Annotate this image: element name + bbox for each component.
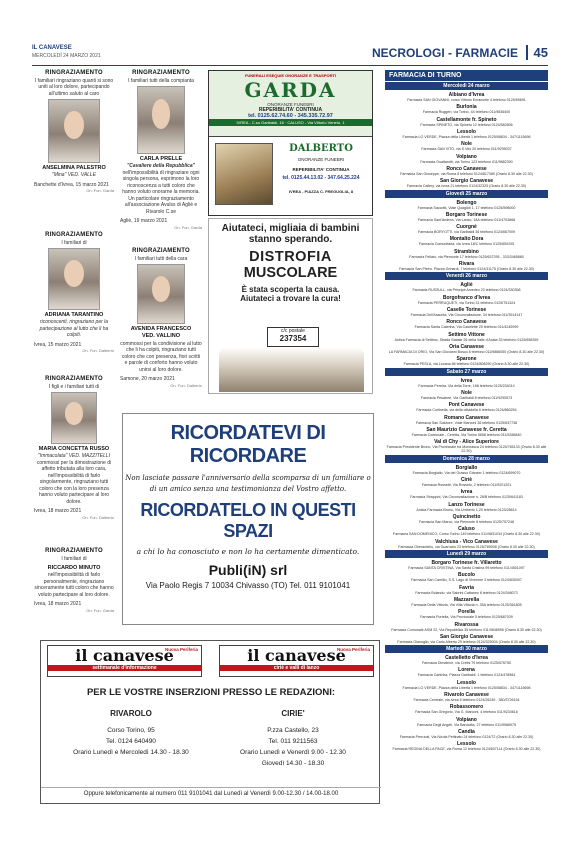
postal-account-box (267, 327, 319, 347)
pharmacy-town: Pont Canavese (448, 402, 485, 409)
newspaper-name: IL CANAVESE (32, 45, 72, 51)
garda-phone: tel. 0125.62.74.60 - 345.335.72.97 (248, 113, 333, 119)
obituary-place-date: Agliè, 19 marzo 2021 (120, 218, 168, 225)
garda-tagline: ONORANZE FUNEBRI (267, 102, 314, 107)
pharmacy-entry: Farmacia BORYOTTI, via Garibaldi 36 telefono 0124/667009 (417, 230, 516, 235)
obituary-title: RINGRAZIAMENTO (45, 548, 103, 554)
office-name: RIVAROLO (110, 709, 152, 718)
dalberto-ad (209, 137, 372, 215)
portrait-photo (137, 264, 185, 324)
pharmacy-town: Val di Chy - Alice Superiore (434, 439, 499, 446)
deceased-nickname: "Immacolata" VED. MAZZITELLI (37, 453, 111, 460)
funeral-office: On. Fun. Garda (86, 188, 114, 194)
pharmacy-day-header: Sabato 27 marzo (385, 368, 548, 376)
portrait-photo (48, 99, 100, 163)
pharmacy-entry: Antica Farmacia di Settimo, Strada Statale 26 della Valle d'Aosta 33 telefono 0125/658359 (394, 337, 539, 342)
distrofia-ad[interactable] (208, 218, 373, 394)
pharmacy-town: Sparone (456, 356, 477, 363)
deceased-married-name: VED. VALLINO (141, 333, 181, 340)
rivarolo-office (51, 707, 211, 758)
pharmacy-entry: Farmacia Della Vittoria, Via Villa Vittoria n. 35A telefono 0125/361805 (411, 602, 522, 607)
pharmacy-entry: Farmacia LO VERDE, Piazza della Libertà 1 telefono 0125/58834 - 347/1115698 (402, 685, 531, 690)
deceased-name: MARIA CONCETTA RUSSO (38, 446, 110, 453)
pharmacy-town: Lessolo (457, 679, 476, 686)
pharmacy-entry: Farmacia PESLA, via Locana 86 telefono 0124/808290 (Orario 8.30 alle 22.30) (403, 362, 530, 367)
pharmacy-entry: Farmacia SPINETO, via Spineto 12 telefono 0124/582806 (420, 122, 513, 127)
il-canavese-logo (47, 645, 202, 677)
pharmacy-schedule (385, 70, 548, 812)
pharmacy-town: Oria Canavese (449, 343, 484, 350)
pharmacy-town: Ronco Canavese (446, 319, 487, 326)
ad-line: Aiutateci a trovare la cura! (240, 294, 341, 303)
funeral-office: On. Fun. Garda (174, 224, 202, 230)
pharmacy-entry: Farmacia Borgiallo, Via del Grasso Gianser 1 telefono 0124/699070 (412, 470, 521, 475)
pharmacy-entry: Farmacia Comunale - Ceretta, Via Torino 5658 telefono 011/9286840 (411, 432, 522, 437)
pharmacy-entry: Farmacia Gianoglio, via Carlo Alberto 29 telefono 0124/325004 (Orario 8.30 alle 22.30) (397, 639, 536, 644)
pharmacy-entry: Farmacia Centrale, via Ivrea 5 telefono 0124/26245 - 380/3726154 (413, 698, 520, 703)
postal-account-label: c/c postale (281, 328, 305, 334)
pharmacy-entry: Farmacia Comunitaria, via Ivrea 18/C telefono 0125/650205 (418, 242, 515, 247)
obituary-body: nell'impossibilità di farlo personalmente, ringraziano sinceramente tutti coloro che hanno voluto partecipare al loro dolore. (34, 572, 114, 598)
pharmacy-town: Lorena (458, 667, 475, 674)
pharmacy-town: Cuorgnè (456, 224, 477, 231)
pharmacy-town: Porella (458, 609, 475, 616)
garda-logo: GARDA (244, 78, 337, 102)
pharmacy-town: Nole (461, 141, 472, 148)
pharmacy-entry: Farmacia San Giuseppe, via Roma 8 telefono 0124/817380 (Orario 8.30 alle 22.30) (400, 171, 533, 176)
pharmacy-town: Bucolo (458, 572, 475, 579)
il-canavese-cirie-logo (219, 645, 374, 677)
pharmacy-entry: Farmacia PERRUQUETI, via Torino 31 telefono 0125/751324 (417, 300, 516, 305)
pharmacy-town: Borgaro Torinese (445, 211, 488, 218)
children-image (219, 347, 364, 392)
pharmacy-town: Lanzo Torinese (448, 501, 485, 508)
flowers-image (215, 143, 273, 205)
dalberto-logo: DALBERTO (289, 143, 353, 154)
pharmacy-town: Borgofranco d'Ivrea (442, 294, 491, 301)
funeral-office: On. Fun. Dalberto (82, 348, 114, 354)
obituary-place-date: Ivrea, 18 marzo 2021 (34, 508, 82, 515)
office-hours: Giovedì 14.30 - 18.30 (261, 759, 325, 767)
pharmacy-entry: Farmacia Pesatore, Via Garibaldi 8 telefono 011/9290573 (420, 395, 513, 400)
office-phone: Tel. 011 9211563 (268, 737, 318, 745)
pharmacy-entry: Farmacia SANTA CRISTINA, Via Santa Cristina 99 telefono 011/4501097 (408, 565, 525, 570)
pharmacy-town: Strambino (454, 248, 479, 255)
obituary-body: riconoscenti, ringraziano per la partecipazione al lutto che li ha colpiti. (39, 319, 109, 339)
pharmacy-entry: Farmacia Fellato, via Piemonte 17 telefono 0125/637295 - 333/3465880 (409, 254, 524, 259)
ad-line: stanno sperando. (248, 234, 333, 245)
logo-name: il canavese (75, 646, 174, 665)
obituary-intro: I familiari di (61, 555, 87, 562)
pharmacy-town: Albiano d'Ivrea (448, 92, 485, 98)
pharmacy-entry: Farmacia RUSSULL, via Principe Amedeo 23 telefono 0124/330358 (412, 288, 521, 293)
obituary-avenida (120, 248, 202, 388)
pharmacy-town: Bolengo (456, 199, 477, 206)
obituary-title: RINGRAZIAMENTO (45, 232, 103, 238)
phone-footer: Oppure telefonicamente al numero 011 9101041 dal Lunedì al Venerdì 9.00-12.30 / 14.00-18.00 (41, 787, 381, 797)
pharmacy-town: Caluso (458, 526, 475, 533)
pharmacy-town: Borgiallo (455, 464, 478, 471)
pharmacy-entry: Farmacia Saccotti, Viale Quagliot 1, 17 telefono 0125/598000 (417, 205, 516, 210)
funeral-office: On. Fun. Garda (86, 607, 114, 613)
pharmacy-town: Settimo Vittone (448, 331, 485, 338)
pharmacy-town: Nole (461, 389, 472, 396)
publisher-name: Publi(iN) srl (208, 562, 288, 579)
office-phone: Tel. 0124 640490 (106, 737, 156, 745)
pharmacy-entry: Farmacia Degli Angeli, Via Barolotta, 27 telefono 011/9988975 (417, 722, 516, 727)
pharmacy-town: Castelletto d'Ivrea (445, 655, 488, 662)
deceased-title: "Cavaliere della Repubblica" (126, 163, 196, 170)
pharmacy-day-header: Domenica 28 marzo (385, 455, 548, 463)
pharmacy-town: San Maurizio Canavese fr. Ceretta (426, 426, 507, 433)
garda-kicker: FUNERALI ESEQUIE ONORANZE E TRASPORTI (244, 73, 337, 78)
pharmacy-entry: Farmacia Bolando, via Sabrini Cattaneo 8 telefono 0124/348073 (415, 590, 518, 595)
pharmacy-entry: Farmacia San Camillo, S.S. Lago di Viverone 3 telefono 0124/830007 (411, 578, 522, 583)
dalberto-tagline: ONORANZE FUNEBRI (297, 157, 345, 162)
pharmacy-town: Castellamonte fr. Spineto (436, 116, 497, 123)
obituary-intro: I figli e i familiari tutti di (48, 383, 100, 390)
pharmacy-entry: Farmacia Gualtarotti, via Torino 123 telefono 011/9882390 (420, 159, 513, 164)
obituary-body: commossi per la dimostrazione di affetto tributata alla loro cara, nell'impossibilità di farlo singolarmente, ringraziano tutti coloro che con la loro presenza hanno voluto partecipare al loro dolore. (36, 459, 112, 505)
pharmacy-entry: Farmacia Rossetti, Via Rosselo, 2 telefono 011/9201201 (421, 483, 512, 488)
ad-headline: MUSCOLARE (243, 265, 338, 281)
pharmacy-entry: Farmacia Ruggeri, via Torino, 44 telefono 011/9836400 (422, 110, 511, 115)
ad-headline: DISTROFIA (249, 249, 332, 265)
pharmacy-town: San Giorgio Canavese (439, 178, 494, 185)
pharmacy-town: Robassomero (449, 704, 484, 711)
pharmacy-town: Valchiusa - Vico Canavese (435, 538, 498, 545)
pharmacy-day-header: Lunedì 29 marzo (385, 550, 548, 558)
issue-date: MERCOLEDÌ 24 MARZO 2021 (32, 53, 101, 59)
pharmacy-town: Quincinetto (452, 514, 481, 520)
cirie-office (213, 707, 373, 769)
obituary-title: RINGRAZIAMENTO (132, 248, 190, 254)
pharmacy-town: Ivrea (460, 377, 473, 384)
logo-kicker: Nuova Periferia (164, 647, 198, 652)
obituary-place-date: Ivrea, 18 marzo 2021 (34, 601, 82, 608)
pharmacy-entry: Farmacia Strappini, Via Circonvallazione n. 28/B telefono 0125/641183 (410, 495, 523, 500)
pharmacy-town: Caselle Torinese (446, 307, 487, 313)
ad-text: a chi lo ha conosciuto e non lo ha certamente dimenticato. (136, 547, 360, 557)
portrait-photo (137, 86, 185, 154)
pharmacy-day-header: Mercoledì 24 marzo (385, 82, 548, 90)
obituary-palestro (34, 70, 114, 194)
pharmacy-town: Mazzarella (453, 596, 479, 603)
portrait-photo (48, 248, 100, 310)
pharmacy-entry: Antica Farmacia Bruno, Via Umberto 1,20 telefono 0123/28614 (416, 507, 517, 512)
pharmacy-town: Romano Canavese (444, 414, 489, 421)
office-hours: Orario Lunedì e Mercoledì 14.30 - 18.30 (73, 748, 189, 756)
dalberto-address: IVREA - PIAZZA C. FREGUGLIA, 8 (288, 189, 354, 194)
publisher-address: Via Paolo Regis 7 10034 Chivasso (TO) Tel. 011 9101041 (145, 581, 351, 591)
pharmacy-entry: Farmacia SAN DOMENICO, Corso Torino 149 telefono 011/9831034 (Orario 8.30 alle 22.30) (393, 532, 540, 537)
obituary-body: commossi per la condivisione al lutto che li ha colpiti, ringraziano tutti coloro che con presenza, fiori scritti e parole di conforto hanno voluto unirsi al loro dolore. (120, 340, 202, 373)
pharmacy-entry: Farmacia Pereira, Via della Torre, 168 telefono 0125/234014 (418, 383, 515, 388)
pharmacy-entry: Farmacia Dell'Assunta, Via Circonvallazione, 34 telefono 011/3914147 (410, 313, 523, 317)
obituary-place-date: Ivrea, 15 marzo 2021 (34, 341, 82, 348)
pharmacy-entry: Farmacia SAN GIOVANNI, corso Vittorio Emanuele 4 telefono 0125/59691 (407, 98, 526, 102)
pharmacy-town: Rivara (458, 261, 475, 268)
funeral-office: On. Fun. Dalberto (82, 514, 114, 520)
pharmacy-day-header: Venerdì 26 marzo (385, 272, 548, 280)
logo-subtitle: settimanale d'informazione (48, 665, 201, 671)
pharmacy-entry: Farmacia San Marco, via Piemonte 8 telefono 0125/757248 (419, 520, 514, 524)
pharmacy-town: Ciriè (460, 477, 473, 484)
pharmacy-town: Volpiano (456, 153, 477, 160)
obituary-title: RINGRAZIAMENTO (45, 70, 103, 76)
portrait-photo (51, 392, 97, 444)
editorial-offices-ad[interactable] (40, 640, 380, 804)
section-title: NECROLOGI - FARMACIE (372, 46, 518, 60)
garda-availability: REPERIBILITA' CONTINUA (258, 107, 323, 113)
obituary-tarantino (34, 232, 114, 354)
pharmacy-entry: Farmacia San Pietro, Piazza Grinardi, 7 telefono 0124/31175 (Orario 8.30 alle 22.30) (399, 267, 534, 272)
office-name: CIRIE' (281, 709, 305, 718)
pharmacy-entry: LA FARMACIA DI ORIO, Via San Giovanni Bosco 8 telefono 011/9886050 (Orario 8.30 alle 22.30) (388, 349, 545, 354)
obituary-intro: I familiari ringraziano quanti si sono uniti al loro dolore, partecipando all'ultimo saluto al caro (34, 77, 114, 97)
pharmacy-entry: Farmacia Santa Caterina, Via Caselette 20 telefono 011/4245999 (414, 325, 519, 330)
deceased-name: ADRIANA TARANTINO (44, 312, 104, 319)
obituary-minuto (34, 548, 114, 613)
pharmacy-town: Borgaro Torinese fr. Villaretto (431, 559, 502, 566)
funeral-office: On. Fun. Dalberto (170, 382, 202, 388)
garda-address: IVREA - C.so Garibaldi, 16 · CALUSO - Via Vittorio Veneto, 1 (209, 119, 372, 126)
ad-headline: RICORDATELO IN QUESTI SPAZI (140, 500, 356, 542)
pharmacy-town: San Giorgio Canavese (439, 633, 494, 640)
postal-account-number: 237354 (279, 334, 307, 343)
obituary-prelle (120, 70, 202, 230)
deceased-name: ANSELMINA PALESTRO (42, 165, 106, 172)
page-header (32, 44, 548, 66)
deceased-name: CARLA PRELLE (139, 156, 183, 163)
pharmacy-entry: Farmacia Perrucat, Via Nicola Pettinato 24 telefono 0124/72 (Orario 8.30 alle 22.30) (399, 735, 534, 739)
obituary-title: RINGRAZIAMENTO (132, 70, 190, 76)
obituary-title: RINGRAZIAMENTO (45, 376, 103, 382)
deceased-nickname: "Mina" VED. VALLE (51, 172, 97, 179)
pharmacy-town: Burlonia (456, 104, 477, 111)
pharmacy-town: Ronco Canavese (446, 165, 487, 172)
pharmacy-town: Lessolo (457, 128, 476, 135)
obituary-place-date: Samone, 20 marzo 2021 (120, 376, 175, 383)
office-hours: Orario Lunedì e Venerdì 9.00 - 12.30 (240, 748, 346, 756)
dalberto-phone: tel. 0125.44.13.02 - 347.64.25.224 (282, 175, 360, 181)
funeral-home-ad[interactable] (208, 70, 373, 216)
pharmacy-entry: Farmacia SAN VITO, via S.Vito 20 telefono 011/9295037 (421, 147, 512, 152)
pharmacy-entry: Farmacia Callery, via Ivrea 21 telefono 0124/32325 (Orario 8.30 alle 22.30) (406, 184, 527, 189)
pharmacy-town: Volpiano (456, 716, 477, 723)
pharmacy-day-header: Giovedì 25 marzo (385, 190, 548, 198)
pharmacy-entry: Farmacia Gherardello, via Guarnizio 23 telefono 0125/789008 (Orario 8.30 alle 22.30) (398, 544, 535, 549)
pharmacy-town: Ivrea (460, 489, 473, 496)
obituary-russo (34, 376, 114, 520)
ricordatevi-ad[interactable] (122, 413, 374, 625)
pharmacy-entry: Farmacia Portella, Via Provinciale 5 telefono 0125/687039 (420, 615, 513, 620)
pharmacy-town: Rivarossa (454, 621, 479, 628)
obituary-intro: I familiari di (61, 239, 87, 246)
obituary-intro: I familiari tutti della cara (134, 255, 188, 262)
dalberto-availability: REPERIBILITA' CONTINUA (292, 167, 350, 172)
pharmacy-entry: Farmacia Sant'Andrea, Via Lanzo, 18A telefono 011/4703868 (417, 217, 516, 222)
deceased-name: AVENIDA FRANCESCO (130, 326, 192, 333)
pharmacy-title: FARMACIA DI TURNO (385, 70, 548, 81)
pharmacy-town: Rivarolo Canavese (444, 692, 489, 699)
obituary-body: nell'impossibilità di ringraziare ogni singola persona, esprimono la loro riconoscenza a tutti coloro che hanno voluto onorarne la memoria. Un particolare ringraziamento all'associazione Avulss di Agliè e Rivarolo C.se (122, 169, 200, 215)
pharmacy-entry: Farmacia San Solutore, Viale Marconi 36 telefono 0125/637738 (415, 420, 518, 425)
pharmacy-entry: Farmacia San Gregorio, Via G. Marconi, 4 telefono 011/9234616 (415, 710, 518, 715)
pharmacy-town: Agliè (460, 282, 473, 289)
pharmacy-town: Montalto Dora (449, 236, 484, 243)
pharmacy-entry: Farmacia Dimatrice, via Cretts 79 telefono 0125/576750 (421, 661, 512, 666)
deceased-name: RICCARDO MINUTO (47, 565, 101, 572)
pharmacy-town: Lessolo (457, 741, 476, 748)
pharmacy-list (385, 82, 548, 752)
ad-headline: RICORDATEVI DI RICORDARE (170, 422, 326, 467)
pharmacy-entry: Farmacia Presidente Bruno, Via Provinciale fra Morinasca 24 telefono 0125/785133 (Orario 8.30 alle 22.30) (386, 445, 547, 454)
logo-name: il canavese (247, 646, 346, 665)
pharmacy-entry: Farmacia Cartinha, Piazza Garibaldi, 1 telefono 0124/478984 (417, 673, 516, 678)
office-address: P.zza Castello, 23 (267, 726, 319, 734)
pharmacy-town: Candia (458, 729, 475, 735)
ad-headline: PER LE VOSTRE INSERZIONI PRESSO LE REDAZIONI: (86, 687, 336, 698)
pharmacy-entry: Farmacia REGINA DELLA PACE, via Roma 12 telefono 0124/607114 (Orario 8.30 alle 22.30) (392, 747, 541, 752)
pharmacy-town: Favria (459, 584, 474, 591)
garda-ad (209, 71, 372, 137)
pharmacy-entry: Farmacia LO VERDE, Piazza della Libertà 1 telefono 0125/58834 - 347/1115698 (402, 134, 531, 139)
pharmacy-day-header: Martedì 30 marzo (385, 645, 548, 653)
office-address: Corso Torino, 95 (107, 726, 155, 734)
pharmacy-entry: Farmacia Comunale ASM 22, Via Repubblica 35 telefono 011/9848996 (Orario 8.30 alle 22.30) (391, 627, 542, 632)
logo-subtitle: ciriè e valli di lanzo (220, 665, 373, 671)
obituary-intro: I familiari tutti della compianta (128, 77, 194, 84)
obituary-place-date: Banchette d'Ivrea, 15 marzo 2021 (34, 181, 109, 188)
logo-kicker: Nuova Periferia (336, 647, 370, 652)
pharmacy-entry: Farmacia Cortinella, via della cittadella 6 telefono 0124/860254 (416, 408, 517, 413)
logos-row (41, 641, 381, 681)
ad-line: È stata scoperta la causa. (241, 285, 340, 294)
page-number: 45 (526, 45, 548, 60)
ad-text: Non lasciate passare l'anniversario della scomparsa di un familiare o di un amico senza una testimonianza del Vostro affetto. (125, 474, 371, 494)
ad-line: Aiutateci, migliaia di bambini (221, 223, 360, 234)
